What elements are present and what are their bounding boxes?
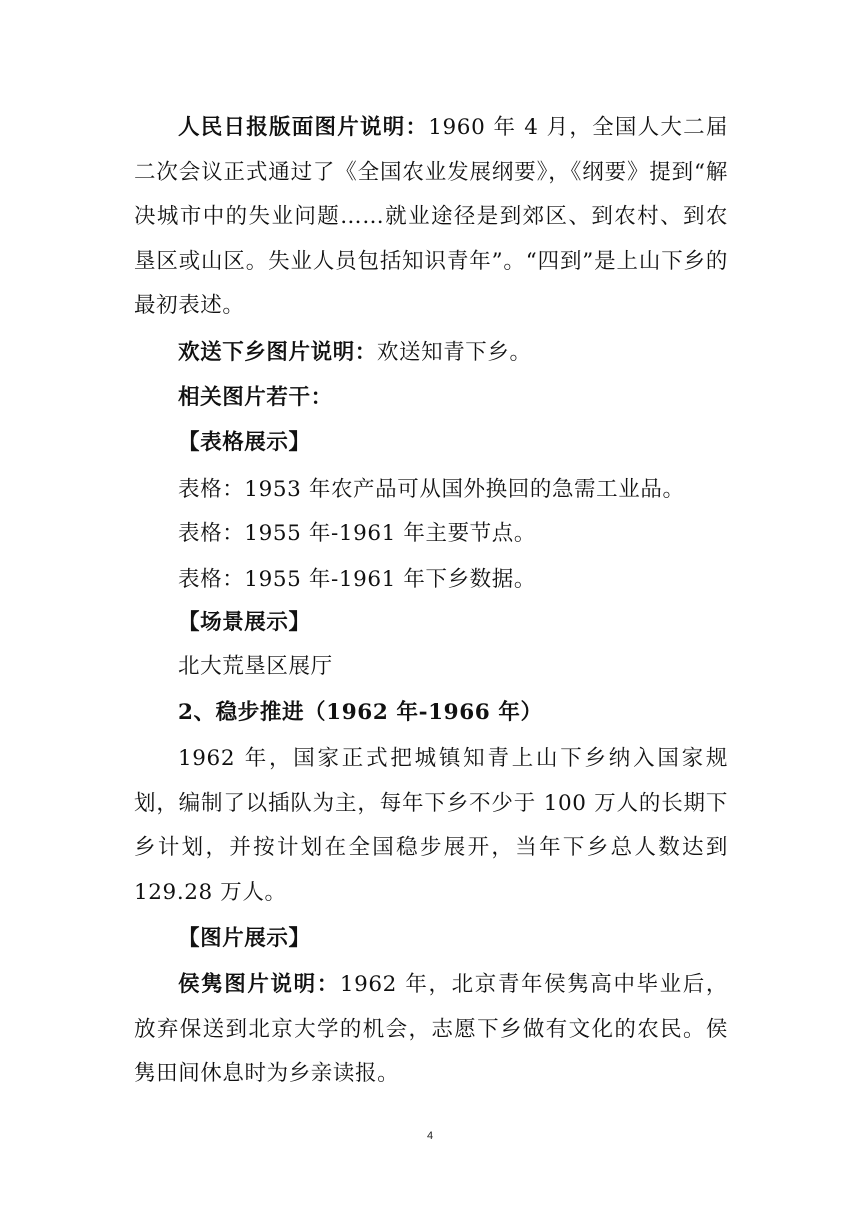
paragraph-houjun-caption [134,963,728,1097]
table-item-1: 表格：1953 年农产品可从国外换回的急需工业品。 [178,477,685,502]
table-item-3: 表格：1955 年-1961 年下乡数据。 [178,567,536,592]
caption-text: 1960 年 4 月，全国人大二届二次会议正式通过了《全国农业发展纲要》，《纲要》提到“解决城市中的失业问题……就业途径是到郊区、到农村、到农垦区或山区。失业人员包括知识青年”。“四到”是上山下乡的最初表述。 [134,115,728,318]
paragraph-farewell-caption [178,331,532,376]
table-item-2: 表格：1955 年-1961 年主要节点。 [178,521,536,546]
image-section-heading: 【图片展示】 [178,926,311,951]
paragraph-renmin-ribao-caption [134,106,728,329]
section-heading: 2、稳步推进（1962 年-1966 年） [178,700,543,725]
caption-label: 侯隽图片说明： [178,972,340,997]
caption-label: 相关图片若干： [178,385,333,410]
caption-text: 欢送知青下乡。 [376,340,532,365]
caption-label: 人民日报版面图片说明： [178,115,429,140]
caption-text: 1962 年，北京青年侯隽高中毕业后，放弃保送到北京大学的机会，志愿下乡做有文化的农民。侯隽田间休息时为乡亲读报。 [134,972,729,1086]
paragraph-1962-plan: 1962 年，国家正式把城镇知青上山下乡纳入国家规划，编制了以插队为主，每年下乡不少于 100 万人的长期下乡计划，并按计划在全国稳步展开，当年下乡总人数达到 129.28 万人。 [134,746,728,905]
scene-text: 北大荒垦区展厅 [178,654,333,679]
paragraph-related-images [178,376,333,421]
caption-label: 欢送下乡图片说明： [178,340,377,365]
table-section-heading: 【表格展示】 [178,430,311,455]
page-number: 4 [426,1130,434,1142]
scene-section-heading: 【场景展示】 [178,610,311,635]
